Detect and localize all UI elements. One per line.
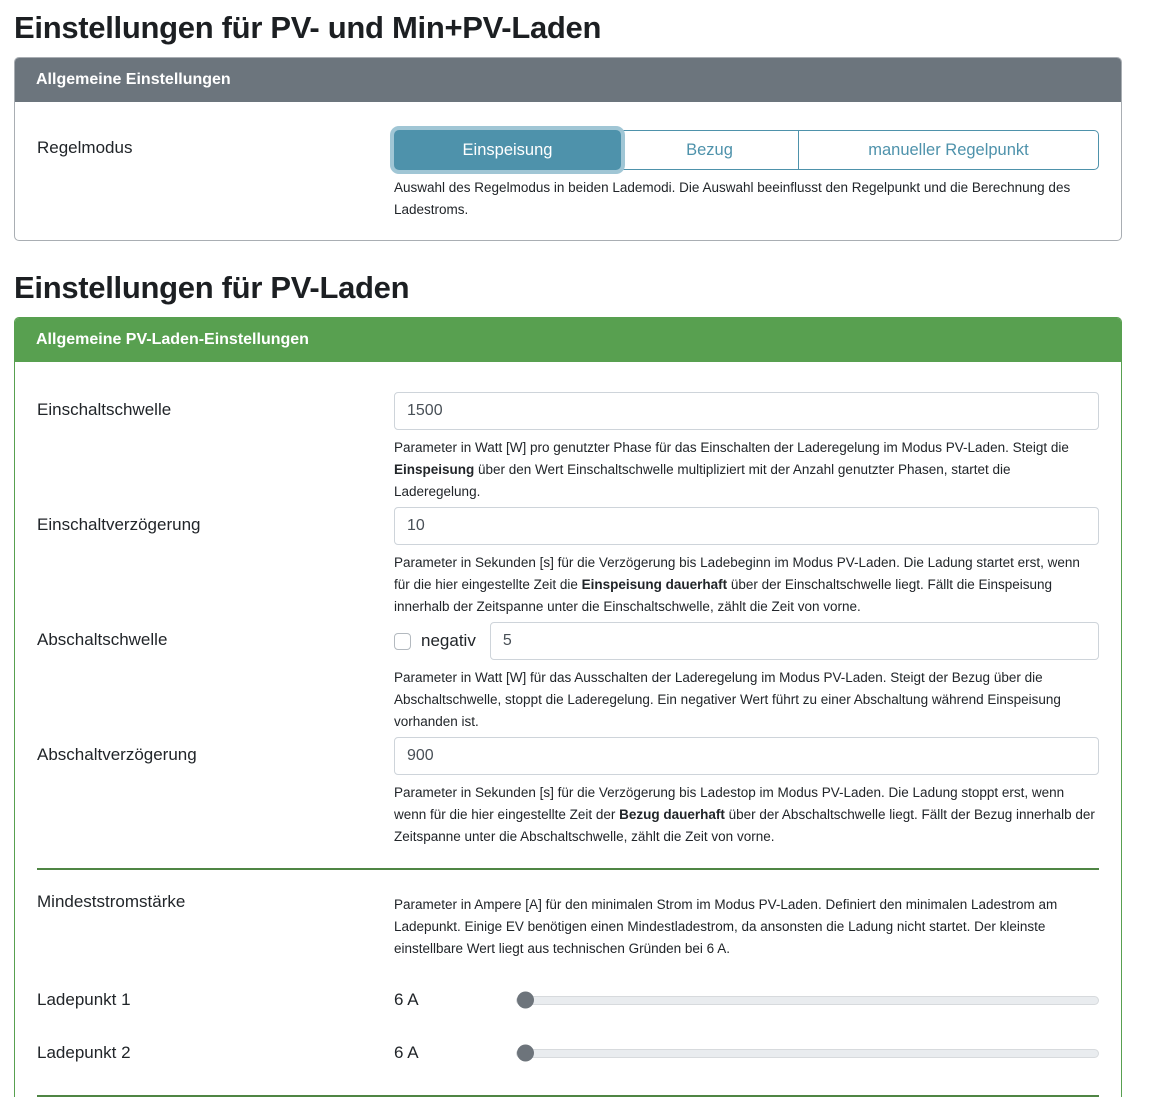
einschaltschwelle-help-text: Parameter in Watt [W] pro genutzter Phase für das Einschalten der Laderegelung im Modus PV-Laden. Steigt die Einspeisung über den Wert Einschaltschwelle multipliziert mit der Anzahl genutzter Phasen, startet die Laderegelung. [394,440,1069,499]
regelmodus-label: Regelmodus [37,138,133,157]
regelmodus-button-group [394,130,1099,170]
page-title-pv-min: Einstellungen für PV- und Min+PV-Laden [14,10,602,45]
regelmodus-row [37,130,1099,225]
ladepunkt-1-value: 6 A [394,990,419,1009]
abschaltverzoegerung-row [37,737,1099,852]
ladepunkt-2-value: 6 A [394,1043,419,1062]
general-settings-card-header: Allgemeine Einstellungen [15,58,1121,102]
abschaltschwelle-control [394,622,1099,660]
pv-settings-card-body [15,362,1121,1097]
ladepunkt-1-label: Ladepunkt 1 [37,990,131,1009]
regelmodus-help-text: Auswahl des Regelmodus in beiden Lademodi. Die Auswahl beeinflusst den Regelpunkt und die Berechnung des Ladestroms. [394,180,1071,217]
pv-settings-card [14,317,1122,1097]
abschaltverzoegerung-label: Abschaltverzögerung [37,745,197,764]
general-settings-card [14,57,1122,241]
abschaltschwelle-input[interactable] [490,622,1099,660]
abschaltschwelle-row [37,622,1099,737]
settings-page [0,8,1163,1097]
negativ-checkbox-label: negativ [421,631,476,650]
einschaltverzoegerung-label: Einschaltverzögerung [37,515,201,534]
mindeststromstaerke-row [37,884,1099,964]
pv-settings-card-header: Allgemeine PV-Laden-Einstellungen [15,318,1121,362]
einschaltschwelle-input[interactable] [394,392,1099,430]
abschaltschwelle-help-text: Parameter in Watt [W] für das Ausschalten der Laderegelung im Modus PV-Laden. Steigt der Bezug über die Abschaltschwelle, stoppt die Laderegelung. Ein negativer Wert führt zu einer Abschaltung während Einspeisung vorhanden ist. [394,670,1061,729]
ladepunkt-2-slider[interactable] [516,1044,1099,1062]
abschaltschwelle-label: Abschaltschwelle [37,630,168,649]
einschaltverzoegerung-row [37,507,1099,622]
regelmodus-control [394,130,1099,225]
einschaltschwelle-row [37,392,1099,507]
ladepunkt-1-slider-track[interactable] [516,996,1099,1005]
ladepunkt-2-row [37,1043,1099,1063]
ladepunkt-1-slider[interactable] [516,991,1099,1009]
negativ-checkbox[interactable] [394,633,411,650]
mindeststromstaerke-label: Mindeststromstärke [37,892,186,911]
abschaltverzoegerung-input[interactable] [394,737,1099,775]
regelmodus-option-manueller-regelpunkt[interactable]: manueller Regelpunkt [798,130,1099,170]
regelmodus-option-einspeisung[interactable]: Einspeisung [394,130,621,170]
general-settings-card-body [15,102,1121,240]
einschaltverzoegerung-help-text: Parameter in Sekunden [s] für die Verzögerung bis Ladebeginn im Modus PV-Laden. Die Ladung startet erst, wenn für die hier eingestellte Zeit die Einspeisung dauerhaft über der Einschaltschwelle liegt. Fällt die Einspeisung innerhalb der Zeitspanne unter die Einschaltschwelle, zählt die Zeit von vorne. [394,555,1080,614]
page-title-pv: Einstellungen für PV-Laden [14,270,410,305]
abschaltverzoegerung-help-text: Parameter in Sekunden [s] für die Verzögerung bis Ladestop im Modus PV-Laden. Die Ladung stoppt erst, wenn wenn für die hier eingestellte Zeit der Bezug dauerhaft über der Abschaltschwelle liegt. Fällt der Bezug innerhalb der Zeitspanne unter die Abschaltschwelle, zählt die Zeit von vorne. [394,785,1095,844]
einschaltschwelle-label: Einschaltschwelle [37,400,172,419]
mindeststromstaerke-help-text: Parameter in Ampere [A] für den minimalen Strom im Modus PV-Laden. Definiert den minimalen Ladestrom am Ladepunkt. Einige EV benötigen einen Mindestladestrom, da ansonsten die Ladung nicht startet. Der kleinste einstellbare Wert liegt aus technischen Gründen bei 6 A. [394,897,1058,956]
ladepunkt-2-slider-thumb[interactable] [517,1045,534,1062]
ladepunkt-1-slider-thumb[interactable] [517,992,534,1009]
ladepunkt-1-row [37,990,1099,1010]
ladepunkt-2-slider-track[interactable] [516,1049,1099,1058]
regelmodus-option-bezug[interactable]: Bezug [621,130,799,170]
ladepunkt-2-label: Ladepunkt 2 [37,1043,131,1062]
section-divider [37,868,1099,870]
einschaltverzoegerung-input[interactable] [394,507,1099,545]
